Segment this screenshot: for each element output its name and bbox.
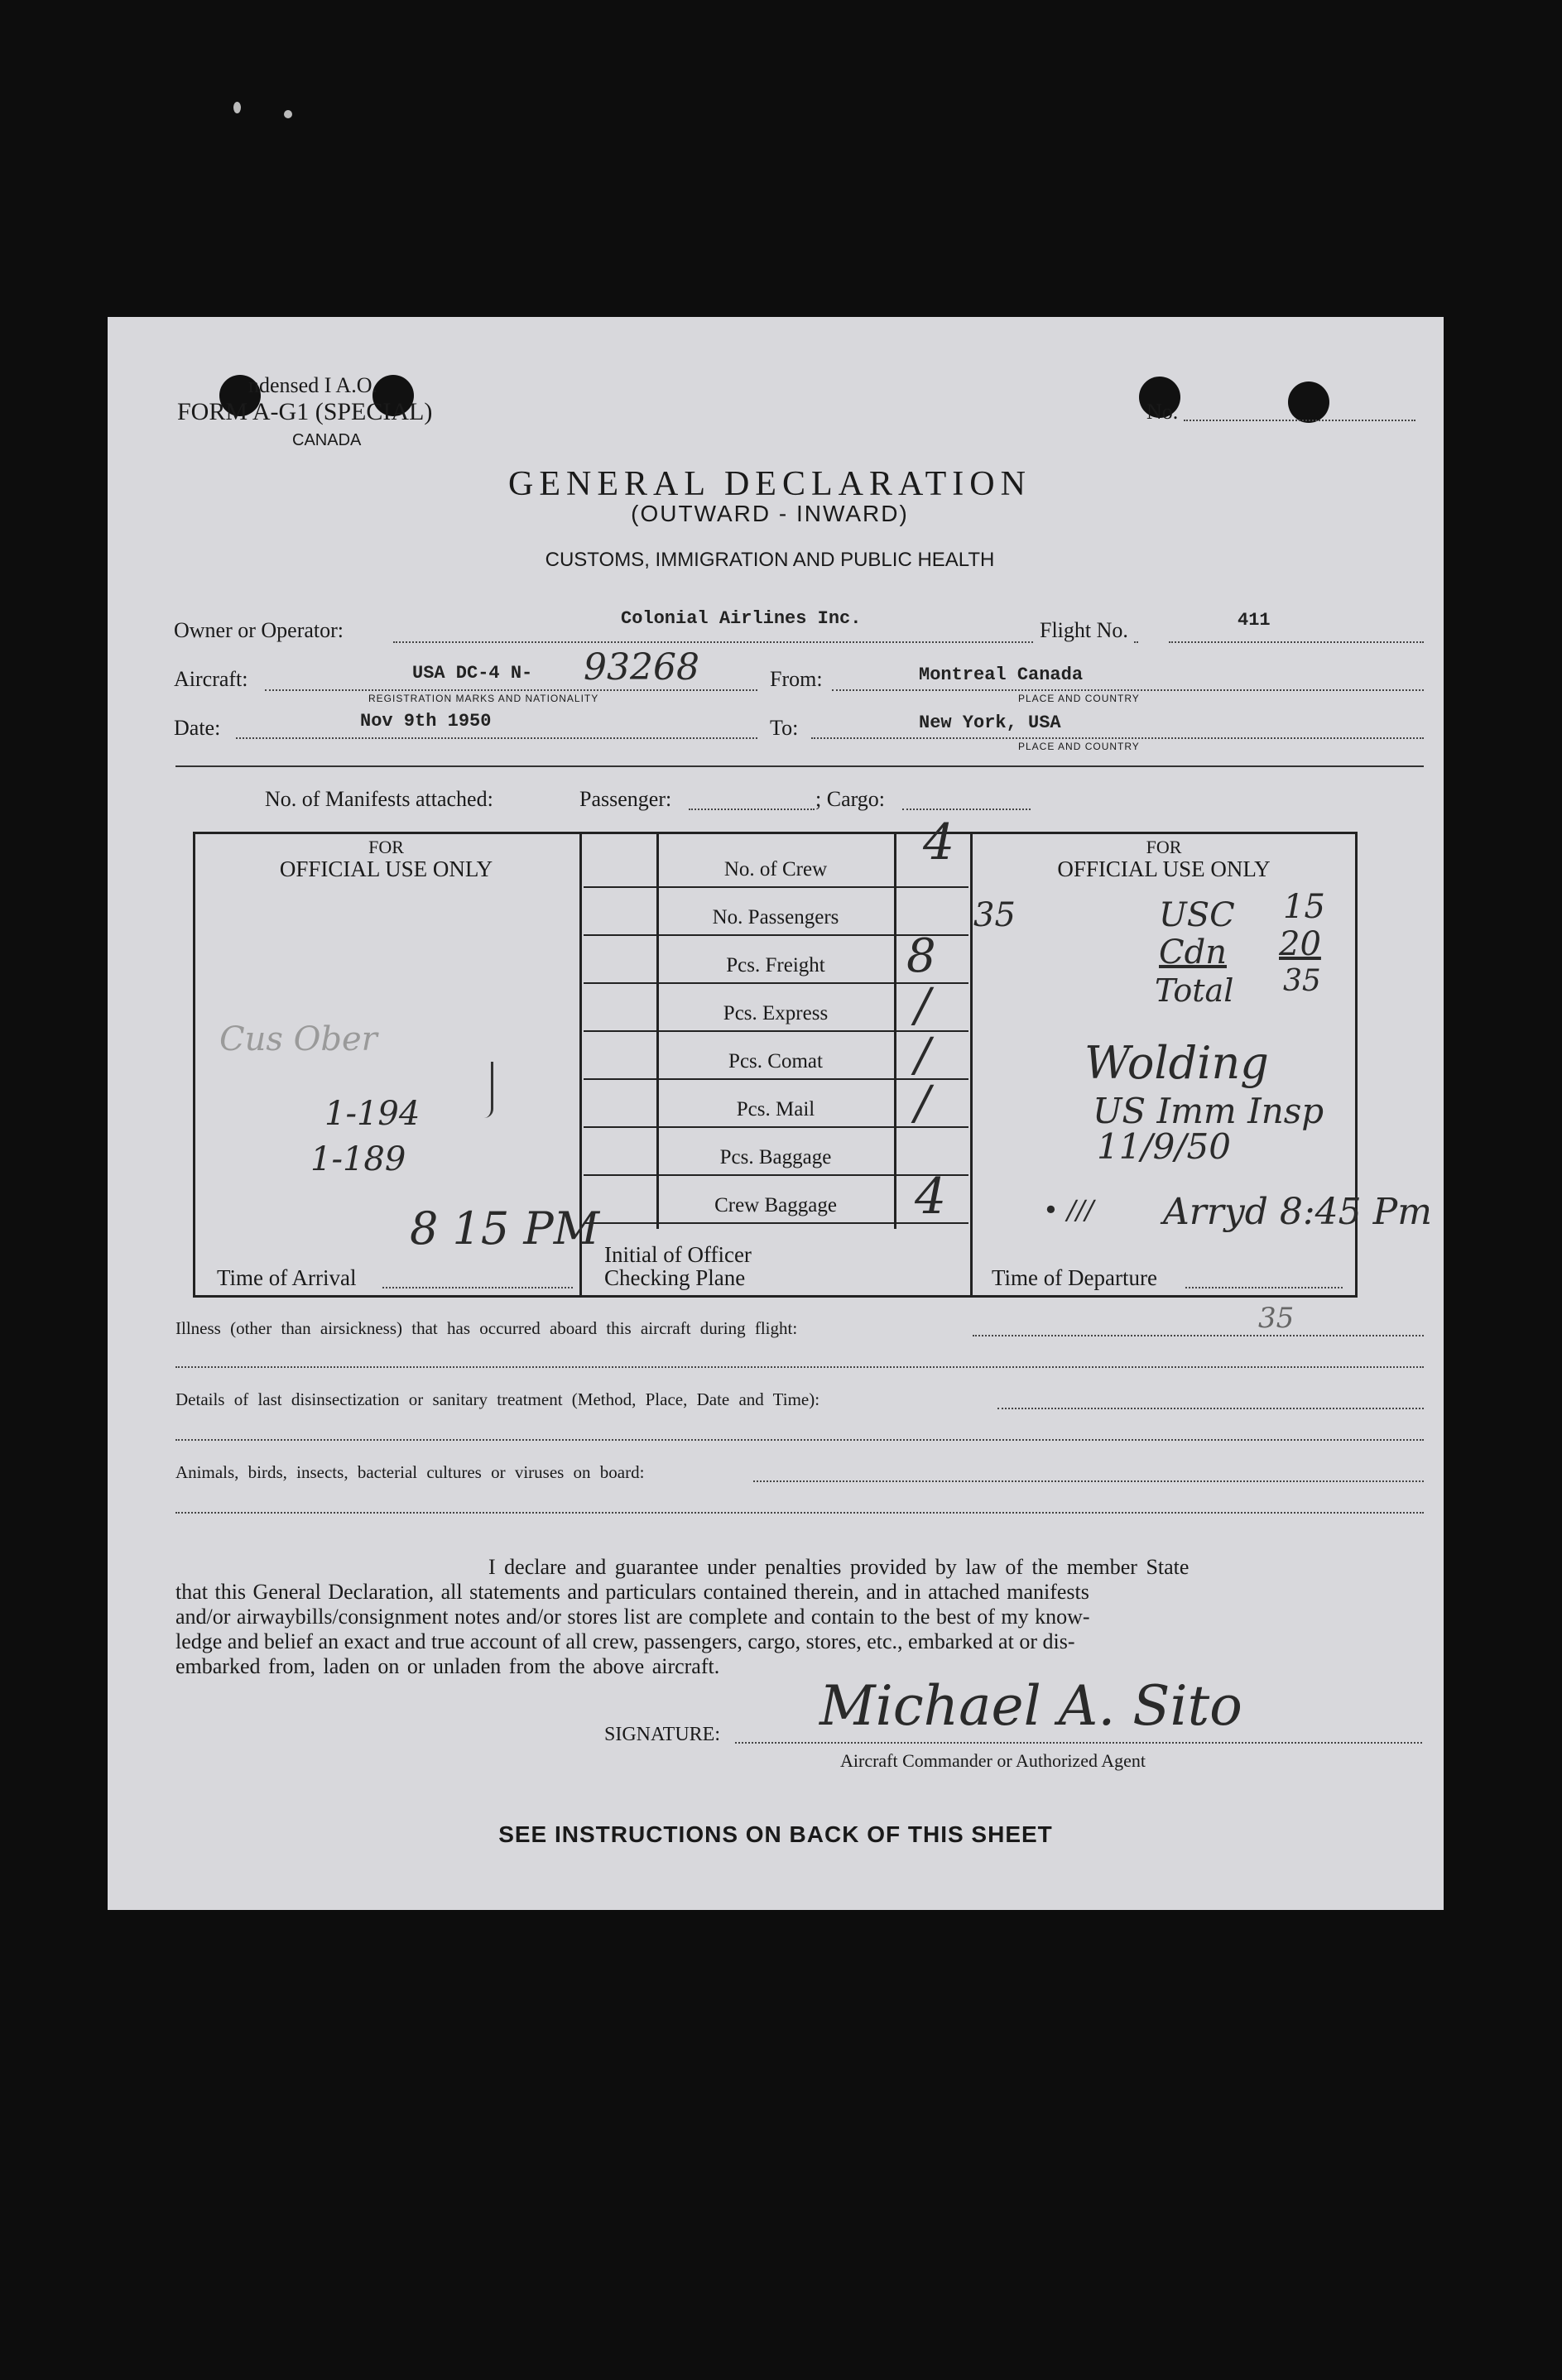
table-divider — [970, 832, 973, 1295]
section-subhead: CUSTOMS, IMMIGRATION AND PUBLIC HEALTH — [545, 549, 995, 571]
aircraft-registration-hand: 93268 — [584, 646, 699, 689]
illness-line — [973, 1335, 1424, 1336]
page-subtitle: (OUTWARD - INWARD) — [631, 501, 909, 526]
from-label: From: — [770, 667, 823, 691]
total-value-hand: 35 — [1283, 964, 1321, 998]
declaration-line-2: that this General Declaration, all statements and particulars contained therein, and in attached manifests — [175, 1580, 1089, 1604]
to-line — [811, 737, 1424, 739]
row-label-freight: Pcs. Freight — [726, 954, 825, 976]
left-note-hand: 1-194 — [324, 1095, 421, 1133]
from-line — [832, 689, 1424, 691]
flight-line — [1169, 641, 1424, 643]
animals-line-2 — [175, 1512, 1424, 1514]
owner-line — [393, 641, 1138, 643]
left-margin-mark — [484, 1062, 493, 1118]
owner-label: Owner or Operator: — [174, 618, 344, 642]
date-label: Date: — [174, 716, 221, 740]
manifests-passenger-label: Passenger: — [579, 787, 672, 811]
illness-label: Illness (other than airsickness) that has occurred aboard this aircraft during flight: — [175, 1318, 798, 1338]
right-official-header-2: OFFICIAL USE ONLY — [1057, 857, 1271, 881]
form-number-label: No. — [1146, 400, 1179, 424]
signature-caption: Aircraft Commander or Authorized Agent — [840, 1750, 1146, 1771]
cdn-value-hand: 20 — [1279, 925, 1321, 963]
to-label: To: — [770, 716, 799, 740]
aircraft-value: USA DC-4 N- — [412, 663, 533, 684]
row-value-comat: / — [915, 1029, 930, 1082]
right-official-header-1: FOR — [1146, 837, 1182, 857]
manifests-label: No. of Manifests attached: — [265, 787, 493, 811]
row-value-mail: / — [915, 1077, 930, 1130]
declaration-line-5: embarked from, laden on or unladen from the above aircraft. — [175, 1654, 720, 1678]
row-value-freight: 8 — [906, 929, 936, 983]
form-header-line2: FORM A-G1 (SPECIAL) — [177, 398, 433, 425]
to-value: New York, USA — [919, 713, 1061, 733]
row-label-crew: No. of Crew — [723, 858, 828, 881]
animals-line — [753, 1480, 1424, 1482]
row-label-crew-baggage: Crew Baggage — [714, 1194, 837, 1216]
animals-label: Animals, birds, insects, bacterial cultures or viruses on board: — [175, 1462, 645, 1482]
declaration-line-4: ledge and belief an exact and true account of all crew, passengers, cargo, stores, etc., embarked at or dis- — [175, 1629, 1075, 1653]
usc-value-hand: 15 — [1283, 888, 1325, 926]
immigration-officer-hand: Wolding — [1084, 1037, 1269, 1089]
row-value-express: / — [915, 979, 930, 1033]
document-sheet — [108, 317, 1444, 1910]
to-caption: PLACE AND COUNTRY — [1018, 741, 1140, 752]
departure-note-hand: Arryd 8:45 Pm — [1163, 1191, 1432, 1233]
background-speck — [284, 110, 292, 118]
flight-value: 411 — [1238, 610, 1271, 631]
declaration-line-3: and/or airwaybills/consignment notes and/or stores list are complete and contain to the best of my know- — [175, 1605, 1090, 1629]
from-value: Montreal Canada — [919, 665, 1084, 685]
owner-value: Colonial Airlines Inc. — [621, 608, 862, 629]
immigration-date-hand: 11/9/50 — [1097, 1126, 1231, 1167]
usc-label-hand: USC — [1159, 896, 1235, 934]
row-rule — [584, 1174, 968, 1176]
row-rule — [584, 1030, 968, 1032]
signature-label: SIGNATURE: — [604, 1724, 721, 1745]
row-label-express: Pcs. Express — [723, 1002, 829, 1024]
page-title: GENERAL DECLARATION — [508, 465, 1031, 503]
departure-line — [1185, 1287, 1343, 1288]
manifests-passenger-line — [689, 809, 815, 810]
manifests-cargo-label: ; Cargo: — [815, 787, 886, 811]
form-header-line1: ndensed I A.O. — [248, 373, 377, 397]
left-official-header-1: FOR — [368, 837, 404, 857]
departure-label: Time of Departure — [992, 1265, 1157, 1290]
arrival-time-hand: 8 15 PM — [410, 1202, 600, 1255]
row-value-crew-baggage: 4 — [915, 1168, 947, 1226]
left-note-hand: 1-189 — [310, 1140, 406, 1178]
from-caption: PLACE AND COUNTRY — [1018, 693, 1140, 704]
illness-hand: 35 — [1258, 1302, 1295, 1335]
background-speck — [233, 102, 241, 113]
total-label-hand: Total — [1155, 972, 1234, 1009]
row-rule — [584, 1126, 968, 1128]
punch-hole — [1288, 381, 1329, 423]
arrival-label: Time of Arrival — [217, 1265, 357, 1290]
date-value: Nov 9th 1950 — [360, 711, 492, 732]
signature-line — [735, 1742, 1422, 1744]
instructions-footer: SEE INSTRUCTIONS ON BACK OF THIS SHEET — [498, 1821, 1053, 1847]
aircraft-caption: REGISTRATION MARKS AND NATIONALITY — [368, 693, 599, 704]
row-rule — [584, 1222, 968, 1224]
aircraft-line — [265, 689, 757, 691]
row-rule — [584, 886, 968, 888]
row-value-passengers: 35 — [973, 896, 1016, 934]
date-line — [236, 737, 757, 739]
row-rule — [584, 1078, 968, 1080]
header-divider — [175, 765, 1424, 767]
disinsect-line-2 — [175, 1439, 1424, 1441]
immigration-title-hand: US Imm Insp — [1093, 1091, 1324, 1131]
manifests-cargo-line — [902, 809, 1031, 810]
declaration-line-1: I declare and guarantee under penalties provided by law of the member State — [488, 1555, 1190, 1579]
signature-hand: Michael A. Sito — [819, 1674, 1242, 1738]
row-label-baggage: Pcs. Baggage — [719, 1146, 832, 1168]
disinsect-label: Details of last disinsectization or sanitary treatment (Method, Place, Date and Time): — [175, 1389, 820, 1409]
cdn-label-hand: Cdn — [1159, 933, 1227, 972]
customs-officer-hand: Cus Ober — [219, 1020, 377, 1058]
flight-label: Flight No. — [1035, 618, 1133, 643]
form-number-line — [1184, 420, 1415, 421]
arrival-line — [382, 1287, 573, 1288]
departure-dot-hand: • /// — [1043, 1194, 1094, 1226]
disinsect-line — [997, 1408, 1424, 1409]
row-label-comat: Pcs. Comat — [728, 1050, 823, 1072]
row-value-crew: 4 — [923, 813, 955, 871]
left-official-header-2: OFFICIAL USE ONLY — [279, 857, 493, 881]
aircraft-label: Aircraft: — [174, 667, 248, 691]
row-label-mail: Pcs. Mail — [736, 1098, 815, 1120]
initial-label-1: Initial of Officer — [604, 1242, 752, 1267]
row-label-passengers: No. Passengers — [712, 906, 839, 928]
form-header-line3: CANADA — [292, 431, 362, 449]
illness-line-2 — [175, 1366, 1424, 1368]
initial-label-2: Checking Plane — [604, 1265, 746, 1290]
